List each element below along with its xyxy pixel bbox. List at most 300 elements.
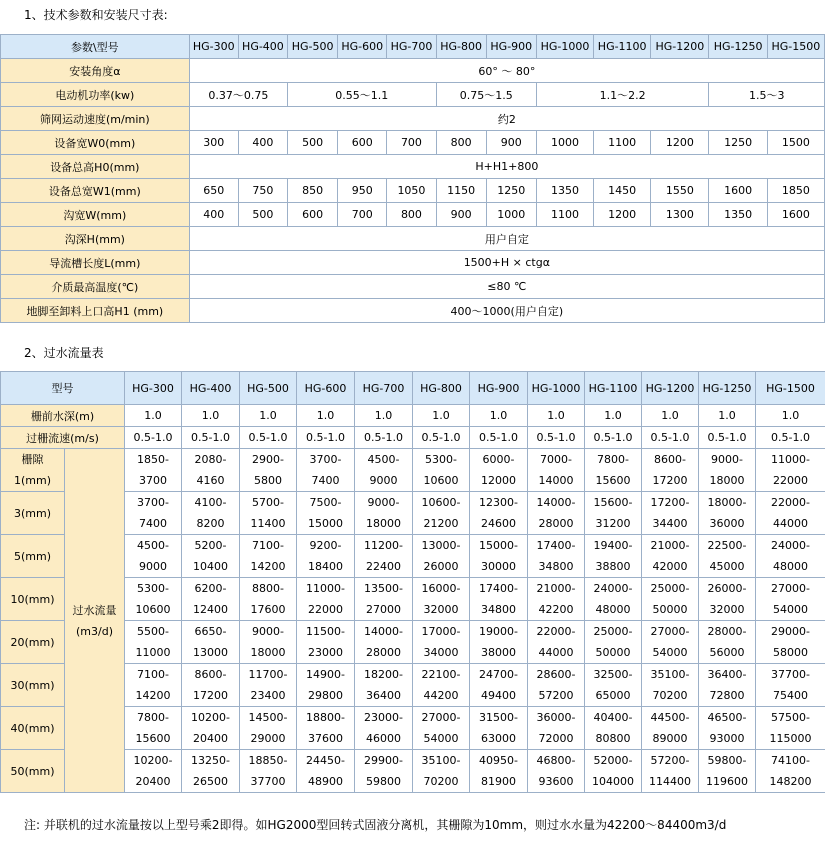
- trench-w-row-cell: 1200: [594, 203, 651, 227]
- flow-cell: [355, 707, 413, 750]
- flow-cell: [528, 664, 585, 707]
- flow-cell: [642, 621, 699, 664]
- flow-value: 13000-26000: [421, 539, 461, 573]
- flow-value: 7800-15600: [595, 453, 631, 487]
- flow-label: [65, 449, 125, 793]
- flow-cell: [528, 492, 585, 535]
- speed2-cell: 0.5-1.0: [125, 427, 182, 449]
- flow-value: 10200-20400: [191, 711, 230, 745]
- trench-w-row-cell: 900: [436, 203, 486, 227]
- flow-cell: [182, 664, 240, 707]
- flow-cell: [240, 750, 297, 793]
- flow-value: 31500-63000: [479, 711, 518, 745]
- flow-value: 5300-10600: [423, 453, 459, 487]
- width1-row-cell: 650: [189, 179, 238, 203]
- angle-row: [1, 59, 825, 83]
- flow-value: 27000-54000: [421, 711, 461, 745]
- flow-cell: [528, 535, 585, 578]
- flow-value: 24700-49400: [479, 668, 518, 702]
- width1-row-cell: 1450: [594, 179, 651, 203]
- t1-header-cell: HG-800: [436, 35, 486, 59]
- depth-cell: 1.0: [297, 405, 355, 427]
- depth-cell: 1.0: [642, 405, 699, 427]
- t1-header-cell: HG-600: [338, 35, 387, 59]
- groove-row: [1, 251, 825, 275]
- flow-value: 37700-75400: [771, 668, 810, 702]
- flow-value: 46800-93600: [536, 754, 576, 788]
- flow-cell: [699, 750, 756, 793]
- flow-value: 6000-12000: [481, 453, 516, 487]
- speed2-label: 过栅流速(m/s): [1, 427, 125, 449]
- flow-row: [1, 664, 825, 707]
- flow-cell: [413, 707, 470, 750]
- flow-cell: [355, 664, 413, 707]
- flow-value: 29000-58000: [771, 625, 810, 659]
- gap-value: 3(mm): [13, 506, 51, 520]
- gap-value: 1(mm): [13, 474, 51, 487]
- gap-value: 20(mm): [10, 635, 55, 649]
- t1-header-cell: HG-400: [238, 35, 287, 59]
- t1-header-cell: HG-1000: [536, 35, 593, 59]
- speed2-cell: 0.5-1.0: [585, 427, 642, 449]
- flow-cell: [585, 621, 642, 664]
- flow-cell: [297, 492, 355, 535]
- flow-cell: [182, 621, 240, 664]
- flow-cell: [642, 750, 699, 793]
- flow-row: [1, 535, 825, 578]
- flow-cell: [413, 621, 470, 664]
- flow-value: 11200-22400: [364, 539, 403, 573]
- flow-value: 17200-34400: [650, 496, 690, 530]
- width0-row-cell: 600: [338, 131, 387, 155]
- trench-w-row-cell: 1600: [767, 203, 824, 227]
- flow-row: [1, 707, 825, 750]
- depth-cell: 1.0: [470, 405, 528, 427]
- flow-value: 22000-44000: [536, 625, 576, 659]
- flow-cell: [355, 578, 413, 621]
- flow-value: 9000-18000: [366, 496, 401, 530]
- trench-w-row-cell: 700: [338, 203, 387, 227]
- width0-row-cell: 700: [387, 131, 436, 155]
- trench-w-row-cell: 400: [189, 203, 238, 227]
- flow-cell: [585, 535, 642, 578]
- trench-w-row-cell: 1300: [651, 203, 709, 227]
- flow-cell: [413, 492, 470, 535]
- width0-row-cell: 1500: [767, 131, 824, 155]
- flow-cell: [470, 621, 528, 664]
- flow-cell: [470, 492, 528, 535]
- flow-value: 14000-28000: [364, 625, 403, 659]
- flow-cell: [642, 664, 699, 707]
- t1-header-cell: HG-700: [387, 35, 436, 59]
- flow-cell: [297, 750, 355, 793]
- flow-value: 21000-42000: [650, 539, 690, 573]
- depth-cell: 1.0: [585, 405, 642, 427]
- t2-model: HG-900: [470, 372, 528, 405]
- trench-w-row-cell: 600: [288, 203, 338, 227]
- flow-value: 52000-104000: [592, 754, 634, 788]
- gap-value: 50(mm): [10, 764, 55, 778]
- t2-model: HG-400: [182, 372, 240, 405]
- flow-cell: [125, 707, 182, 750]
- section1-title: 1、技术参数和安装尺寸表:: [24, 8, 168, 22]
- flow-value: 8600-17200: [193, 668, 228, 702]
- power-row-label: 电动机功率(kw): [1, 83, 190, 107]
- speed2-cell: 0.5-1.0: [355, 427, 413, 449]
- flow-cell: [413, 449, 470, 492]
- gap-label: [1, 492, 65, 535]
- t2-model: HG-1100: [585, 372, 642, 405]
- trench-h-row-cell: 用户自定: [189, 227, 824, 251]
- flow-cell: [355, 449, 413, 492]
- width0-row-label: 设备宽W0(mm): [1, 131, 190, 155]
- flow-value: 24000-48000: [771, 539, 810, 573]
- t2-header-label: 型号: [1, 372, 125, 405]
- flow-cell: [528, 578, 585, 621]
- h1-row: [1, 299, 825, 323]
- flow-cell: [699, 578, 756, 621]
- width1-row-label: 设备总宽W1(mm): [1, 179, 190, 203]
- flow-cell: [355, 535, 413, 578]
- trench-h-row-label: 沟深H(mm): [1, 227, 190, 251]
- flow-value: 24000-48000: [593, 582, 633, 616]
- width1-row-cell: 750: [238, 179, 287, 203]
- flow-cell: [642, 449, 699, 492]
- width0-row-cell: 500: [288, 131, 338, 155]
- flow-value: 16000-32000: [421, 582, 461, 616]
- height0-row-cell: H+H1+800: [189, 155, 824, 179]
- flow-value: 27000-54000: [650, 625, 690, 659]
- flow-cell: [297, 707, 355, 750]
- t1-header-cell: HG-1200: [651, 35, 709, 59]
- power-row-cell: 0.37～0.75: [189, 83, 287, 107]
- power-row-cell: 1.5～3: [709, 83, 825, 107]
- groove-row-cell: 1500+H × ctgα: [189, 251, 824, 275]
- flow-cell: [585, 707, 642, 750]
- flow-cell: [413, 750, 470, 793]
- flow-value: 5700-11400: [250, 496, 286, 530]
- flow-cell: [297, 449, 355, 492]
- width1-row-cell: 1850: [767, 179, 824, 203]
- flow-cell: [297, 664, 355, 707]
- flow-cell: [756, 492, 825, 535]
- speed2-cell: 0.5-1.0: [297, 427, 355, 449]
- flow-value: 6650-13000: [193, 625, 228, 659]
- flow-cell: [528, 750, 585, 793]
- depth-cell: 1.0: [182, 405, 240, 427]
- flow-value: 22100-44200: [421, 668, 461, 702]
- speed-row-cell: 约2: [189, 107, 824, 131]
- flow-cell: [699, 707, 756, 750]
- flow-value: 7100-14200: [250, 539, 286, 573]
- flow-cell: [355, 492, 413, 535]
- flow-cell: [699, 492, 756, 535]
- gap-label: [1, 707, 65, 750]
- height0-row-label: 设备总高H0(mm): [1, 155, 190, 179]
- flow-cell: [699, 535, 756, 578]
- t2-header: [1, 372, 825, 405]
- t2-model: HG-600: [297, 372, 355, 405]
- depth-cell: 1.0: [125, 405, 182, 427]
- flow-cell: [182, 535, 240, 578]
- flow-value: 2900-5800: [252, 453, 284, 487]
- flow-cell: [240, 707, 297, 750]
- trench-w-row-cell: 1000: [486, 203, 536, 227]
- flow-value: 21000-42200: [536, 582, 576, 616]
- flow-cell: [756, 707, 825, 750]
- flow-cell: [125, 664, 182, 707]
- flow-cell: [699, 621, 756, 664]
- t1-header: [1, 35, 825, 59]
- width0-row: [1, 131, 825, 155]
- flow-cell: [756, 664, 825, 707]
- flow-cell: [756, 449, 825, 492]
- power-row-cell: 0.55～1.1: [288, 83, 437, 107]
- width0-row-cell: 800: [436, 131, 486, 155]
- flow-value: 5500-11000: [135, 625, 171, 659]
- flow-value: 6200-12400: [193, 582, 228, 616]
- angle-row-label: 安装角度α: [1, 59, 190, 83]
- flow-value: 36000-72000: [536, 711, 576, 745]
- flow-value: 4500-9000: [367, 453, 400, 487]
- flow-value: 8600-17200: [652, 453, 688, 487]
- flow-row: [1, 492, 825, 535]
- flow-value: 4100-8200: [194, 496, 227, 530]
- depth-label: 栅前水深(m): [1, 405, 125, 427]
- flow-value: 18000-36000: [707, 496, 747, 530]
- flow-value: 10200-20400: [133, 754, 173, 788]
- width0-row-cell: 300: [189, 131, 238, 155]
- flow-cell: [182, 449, 240, 492]
- trench-h-row: [1, 227, 825, 251]
- flow-cell: [470, 535, 528, 578]
- flow-value: 40950-81900: [479, 754, 518, 788]
- depth-cell: 1.0: [528, 405, 585, 427]
- width0-row-cell: 1100: [594, 131, 651, 155]
- gap-value: 40(mm): [10, 721, 55, 735]
- flow-cell: [585, 578, 642, 621]
- flow-value: 3700-7400: [309, 453, 342, 487]
- power-row-cell: 1.1～2.2: [536, 83, 709, 107]
- flow-row: [1, 621, 825, 664]
- flow-cell: [297, 578, 355, 621]
- gap-label: [1, 664, 65, 707]
- speed2-cell: 0.5-1.0: [528, 427, 585, 449]
- temp-row-cell: ≤80 ℃: [189, 275, 824, 299]
- gap-label: [1, 578, 65, 621]
- flow-value: 9000-18000: [250, 625, 286, 659]
- flow-value: 7000-14000: [538, 453, 574, 487]
- speed2-cell: 0.5-1.0: [240, 427, 297, 449]
- flow-cell: [642, 492, 699, 535]
- flow-cell: [297, 621, 355, 664]
- flow-value: 7800-15600: [135, 711, 171, 745]
- t2-model: HG-500: [240, 372, 297, 405]
- flow-cell: [240, 492, 297, 535]
- trench-w-row: [1, 203, 825, 227]
- flow-value: 29900-59800: [364, 754, 403, 788]
- width1-row-cell: 950: [338, 179, 387, 203]
- flow-value: 14500-29000: [248, 711, 288, 745]
- flow-cell: [240, 578, 297, 621]
- flow-value: 28000-56000: [707, 625, 747, 659]
- width1-row: [1, 179, 825, 203]
- flow-value: 19400-38800: [593, 539, 633, 573]
- flow-cell: [240, 449, 297, 492]
- gap-label: [1, 449, 65, 492]
- gap-value: 10(mm): [10, 592, 55, 606]
- flow-value: 11700-23400: [248, 668, 288, 702]
- flow-cell: [470, 449, 528, 492]
- trench-w-row-cell: 500: [238, 203, 287, 227]
- trench-w-row-label: 沟宽W(mm): [1, 203, 190, 227]
- speed2-cell: 0.5-1.0: [413, 427, 470, 449]
- flow-cell: [585, 750, 642, 793]
- flow-cell: [125, 621, 182, 664]
- speed2-cell: 0.5-1.0: [699, 427, 756, 449]
- flow-value: 12300-24600: [479, 496, 518, 530]
- flow-value: 57200-114400: [649, 754, 691, 788]
- section2-title: 2、过水流量表: [24, 346, 104, 360]
- t1-header-cell: HG-500: [288, 35, 338, 59]
- footnote-text: 注: 并联机的过水流量按以上型号乘2即得。如HG2000型回转式固液分离机，其栅隙为10mm，则过水水量为42200～84400m3/d: [24, 818, 727, 832]
- flow-cell: [470, 578, 528, 621]
- flow-cell: [642, 535, 699, 578]
- t1-header-cell: HG-1500: [767, 35, 824, 59]
- depth-row: [1, 405, 825, 427]
- flow-value: 18800-37600: [306, 711, 345, 745]
- flow-value: 15000-30000: [479, 539, 518, 573]
- t1-header-cell: HG-900: [486, 35, 536, 59]
- width1-row-cell: 1600: [709, 179, 767, 203]
- flow-cell: [240, 535, 297, 578]
- flow-value: 28600-57200: [536, 668, 576, 702]
- flow-value: 17400-34800: [536, 539, 576, 573]
- gap-label: [1, 750, 65, 793]
- t2-model: HG-1250: [699, 372, 756, 405]
- t2-model: HG-1200: [642, 372, 699, 405]
- flow-cell: [355, 621, 413, 664]
- flow-cell: [125, 449, 182, 492]
- gap-value: 5(mm): [13, 549, 51, 563]
- trench-w-row-cell: 1350: [709, 203, 767, 227]
- flow-value: 14000-28000: [536, 496, 576, 530]
- width1-row-cell: 1050: [387, 179, 436, 203]
- flow-row: [1, 750, 825, 793]
- flow-value: 46500-93000: [707, 711, 747, 745]
- flow-cell: [125, 750, 182, 793]
- flow-value: 22000-44000: [771, 496, 810, 530]
- flow-cell: [125, 578, 182, 621]
- flow-value: 59800-119600: [706, 754, 748, 788]
- gap-value: 30(mm): [10, 678, 55, 692]
- t2-model: HG-1000: [528, 372, 585, 405]
- trench-w-row-cell: 1100: [536, 203, 593, 227]
- flow-value: 14900-29800: [306, 668, 345, 702]
- flow-value: 22500-45000: [707, 539, 747, 573]
- flow-value: 24450-48900: [306, 754, 345, 788]
- flow-value: 36400-72800: [707, 668, 747, 702]
- flow-value: 25000-50000: [650, 582, 690, 616]
- flow-cell: [699, 664, 756, 707]
- width0-row-cell: 1000: [536, 131, 593, 155]
- flow-value: 3700-7400: [137, 496, 169, 530]
- gap-label: [1, 621, 65, 664]
- flow-value: 32500-65000: [593, 668, 633, 702]
- width1-row-cell: 1150: [436, 179, 486, 203]
- footnote: [24, 816, 726, 833]
- flow-cell: [413, 578, 470, 621]
- width0-row-cell: 1250: [709, 131, 767, 155]
- flow-cell: [182, 492, 240, 535]
- tech-params-table: [0, 34, 825, 323]
- flow-value: 57500-115000: [769, 711, 812, 745]
- flow-cell: [528, 621, 585, 664]
- flow-value: 11000-22000: [306, 582, 345, 616]
- depth-cell: 1.0: [355, 405, 413, 427]
- width0-row-cell: 400: [238, 131, 287, 155]
- width1-row-cell: 850: [288, 179, 338, 203]
- flow-cell: [182, 578, 240, 621]
- flow-cell: [413, 664, 470, 707]
- flow-value: 27000-54000: [771, 582, 810, 616]
- speed2-cell: 0.5-1.0: [182, 427, 240, 449]
- flow-cell: [528, 707, 585, 750]
- width0-row-cell: 1200: [651, 131, 709, 155]
- width1-row-cell: 1550: [651, 179, 709, 203]
- flow-cell: [756, 621, 825, 664]
- flow-label-text: 过水流量: [72, 603, 117, 617]
- flow-value: 44500-89000: [650, 711, 690, 745]
- flow-value: 18200-36400: [364, 668, 403, 702]
- flow-value: 5300-10600: [135, 582, 171, 616]
- width1-row-cell: 1350: [536, 179, 593, 203]
- temp-row-label: 介质最高温度(℃): [1, 275, 190, 299]
- flow-value: 2080-4160: [194, 453, 227, 487]
- depth-cell: 1.0: [240, 405, 297, 427]
- width1-row-cell: 1250: [486, 179, 536, 203]
- flow-cell: [182, 707, 240, 750]
- flow-value: 35100-70200: [421, 754, 461, 788]
- flow-value: 9200-18400: [308, 539, 343, 573]
- h1-row-cell: 400～1000(用户自定): [189, 299, 824, 323]
- height0-row: [1, 155, 825, 179]
- flow-cell: [470, 707, 528, 750]
- flow-cell: [182, 750, 240, 793]
- temp-row: [1, 275, 825, 299]
- depth-cell: 1.0: [413, 405, 470, 427]
- flow-value: 8800-17600: [250, 582, 286, 616]
- flow-value: 17000-34000: [421, 625, 461, 659]
- flow-value: 26000-32000: [707, 582, 747, 616]
- depth-cell: 1.0: [756, 405, 825, 427]
- h1-row-label: 地脚至卸料上口高H1 (mm): [1, 299, 190, 323]
- flow-value: 1850-3700: [137, 453, 169, 487]
- flow-cell: [355, 750, 413, 793]
- flow-value: 18850-37700: [248, 754, 288, 788]
- t1-header-cell: HG-300: [189, 35, 238, 59]
- flow-value: 9000-18000: [709, 453, 745, 487]
- speed-row: [1, 107, 825, 131]
- flow-table: [0, 371, 825, 793]
- flow-cell: [756, 578, 825, 621]
- flow-cell: [297, 535, 355, 578]
- t1-header-cell: HG-1100: [594, 35, 651, 59]
- flow-cell: [240, 621, 297, 664]
- flow-cell: [125, 535, 182, 578]
- gap-label: [1, 535, 65, 578]
- flow-cell: [125, 492, 182, 535]
